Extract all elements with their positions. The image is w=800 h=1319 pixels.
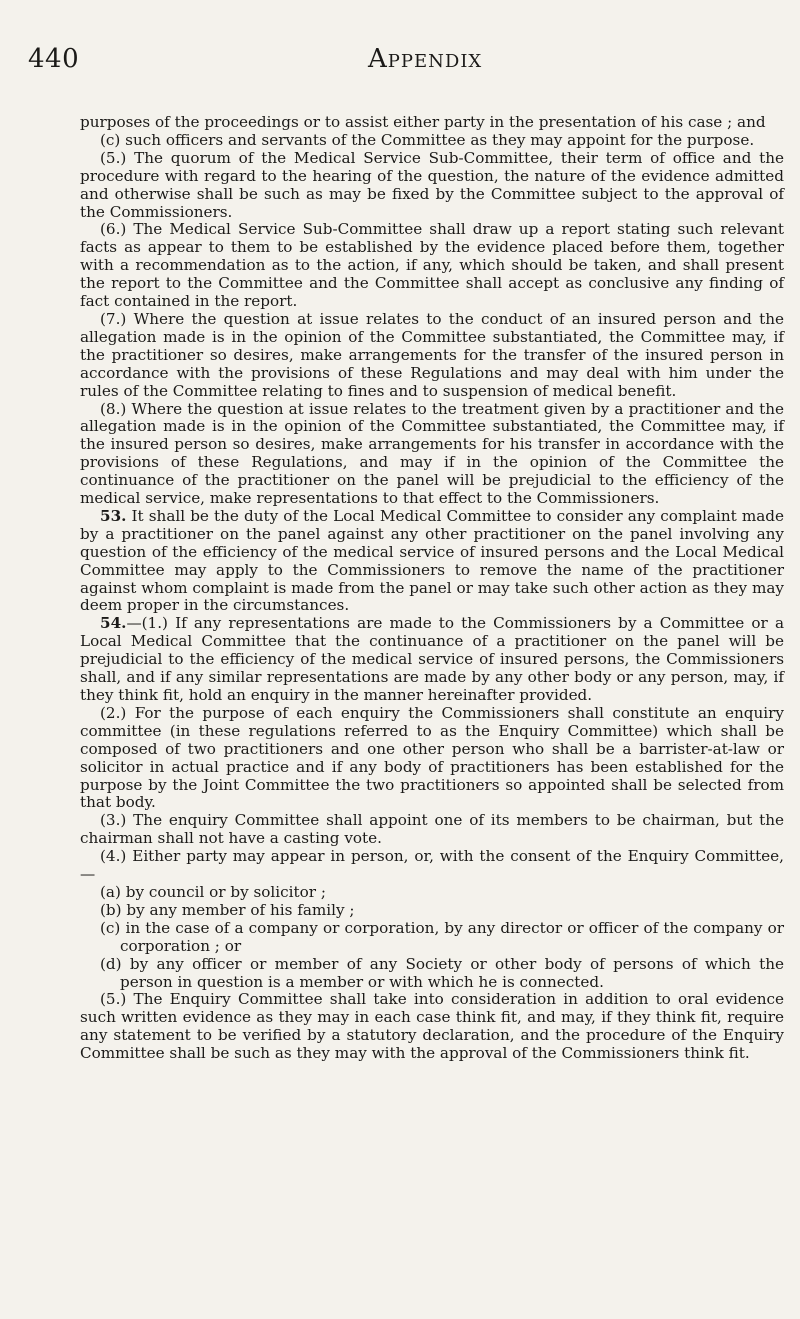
- subsection-5-evidence: (5.) The Enquiry Committee shall take into consideration in addition to oral evidence such written evidence as they may in each case think fit, and may, if they think fit, require any statement to be verified by a statutory declaration, and the procedure of the Enquiry Committee shall be such as they may with the approval of the Commissioners think fit.: [80, 990, 784, 1063]
- clause-c: (c) in the case of a company or corporation, by any director or officer of the company or corporation ; or: [100, 918, 784, 955]
- subsection-6-report: (6.) The Medical Service Sub-Committee shall draw up a report stating such relevant facts as appear to them to be established by the evidence placed before them, together with a recommendation as to the action, if any, which should be taken, and shall present the report to the Committee and the Committee shall accept as conclusive any finding of fact contained in the report.: [80, 220, 784, 311]
- running-head: Appendix: [368, 44, 483, 74]
- subsection-8-treatment: (8.) Where the question at issue relates to the treatment given by a practitioner and the allegation made is in the opinion of the Committee substantiated, the Committee may, if the insured person so desires, make arrangements for his transfer in accordance with the provisions of these Regulations, and may if in the opinion of the Committee the continuance of the practitioner on the panel will be prejudicial to the efficiency of the medical service, make representations to that effect to the Commissioners.: [80, 399, 784, 508]
- section-number: 54.: [100, 614, 127, 633]
- section-53: [80, 508, 784, 615]
- body-text: [80, 114, 784, 1063]
- subsection-5-quorum: (5.) The quorum of the Medical Service Sub-Committee, their term of office and the procedure with regard to the hearing of the question, the nature of the evidence admitted and otherwise shall be such as may be fixed by the Committee subject to the approval of the Commissioners.: [80, 148, 784, 221]
- section-text: It shall be the duty of the Local Medical Committee to consider any complaint made by a practitioner on the panel against any other practitioner on the panel involving any question of the efficiency of the medical service of insured persons and the Local Medical Committee may apply to the Commissioners to remove the name of the practitioner against whom complaint is made from the panel or may take such other action as they may deem proper in the circumstances.: [80, 506, 784, 615]
- clause-a: (a) by council or by solicitor ;: [100, 882, 326, 901]
- clause-b: (b) by any member of his family ;: [100, 900, 355, 919]
- section-number: 53.: [100, 506, 127, 525]
- clause-c-officers: (c) such officers and servants of the Committee as they may appoint for the purpose.: [100, 130, 755, 149]
- clause-d: (d) by any officer or member of any Society or other body of persons of which the person in question is a member or with which he is connected.: [100, 954, 784, 991]
- subsection-7-insured-conduct: (7.) Where the question at issue relates to the conduct of an insured person and the allegation made is in the opinion of the Committee substantiated, the Committee may, if the practitioner so desires, make arrangements for the transfer of the insured person in accordance with the provisions of these Regulations and may deal with him under the rules of the Committee relating to fines and to suspension of medical benefit.: [80, 309, 784, 400]
- page-number: 440: [28, 44, 80, 74]
- subsection-4-appearance: (4.) Either party may appear in person, or, with the consent of the Enquiry Committee,—: [80, 847, 784, 884]
- section-text: —(1.) If any representations are made to the Commissioners by a Committee or a Local Medical Committee that the continuance of a practitioner on the panel will be prejudicial to the efficiency of the medical service of insured persons, the Commissioners shall, and if any similar representations are made by any other body or any person, may, if they think fit, hold an enquiry in the manner hereinafter provided.: [80, 614, 784, 704]
- subsection-2-enquiry-committee: (2.) For the purpose of each enquiry the Commissioners shall constitute an enquiry committee (in these regulations referred to as the Enquiry Committee) which shall be composed of two practitioners and one other person who shall be a barrister-at-law or solicitor in actual practice and if any body of practitioners has been established for the purpose by the Joint Committee the two practitioners so appointed shall be selected from that body.: [80, 703, 784, 812]
- subsection-3-chairman: (3.) The enquiry Committee shall appoint one of its members to be chairman, but the chairman shall not have a casting vote.: [80, 811, 784, 848]
- section-54: [80, 615, 784, 705]
- paragraph-continued: purposes of the proceedings or to assist either party in the presentation of his case ; and: [80, 113, 766, 131]
